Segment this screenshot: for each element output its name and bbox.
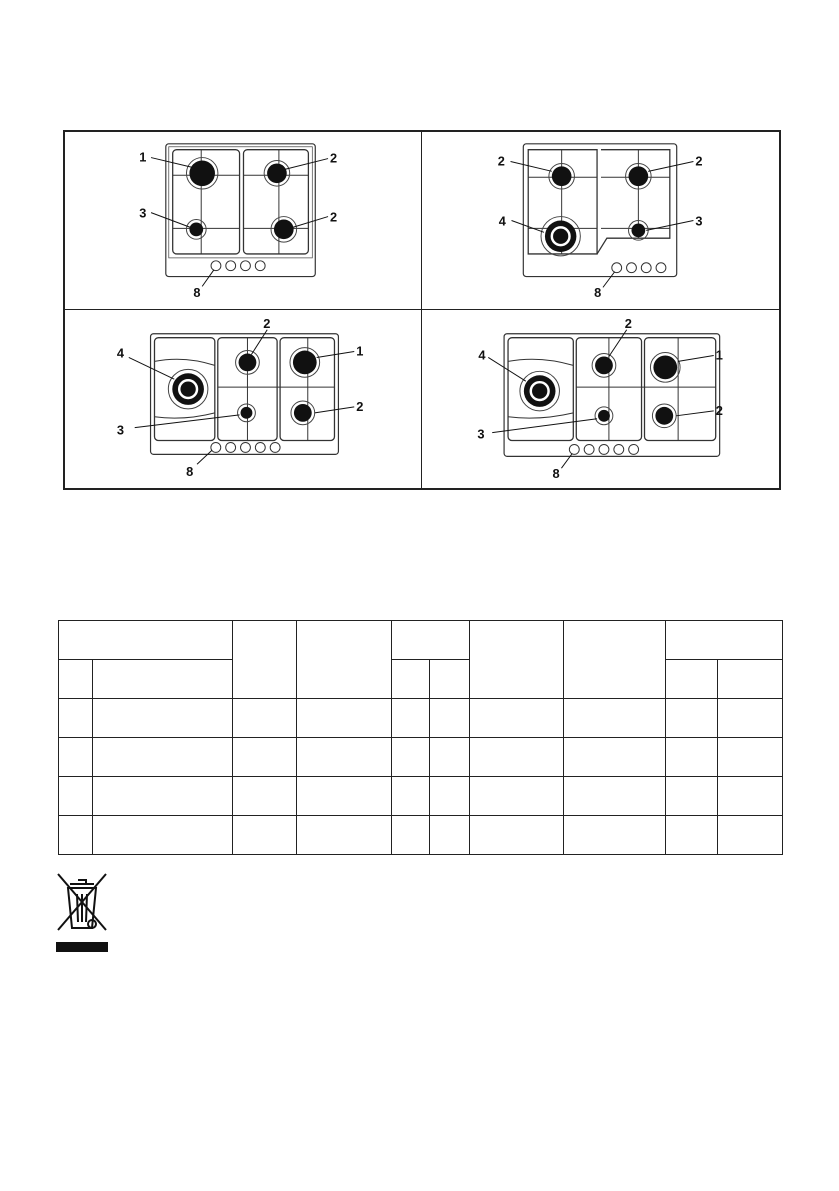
burner-2b xyxy=(274,220,294,240)
table-cell xyxy=(718,777,783,816)
table-cell xyxy=(297,816,392,855)
table-cell xyxy=(297,621,392,699)
table-cell xyxy=(59,660,93,699)
table-cell xyxy=(297,777,392,816)
callout-label: 2 xyxy=(497,153,505,169)
table-cell xyxy=(470,777,564,816)
table-cell xyxy=(93,660,233,699)
table-cell xyxy=(93,699,233,738)
hob-5-burner-b xyxy=(422,310,779,488)
table-cell xyxy=(297,699,392,738)
callout-label: 3 xyxy=(477,426,485,442)
callout-label: 1 xyxy=(715,347,723,363)
table-cell xyxy=(392,660,430,699)
callout-label: 2 xyxy=(715,402,723,418)
hob-5-burner-a xyxy=(65,310,422,488)
table-cell xyxy=(392,699,430,738)
table-cell xyxy=(392,738,430,777)
callout-label: 1 xyxy=(356,343,364,359)
table-cell xyxy=(470,816,564,855)
table-cell xyxy=(233,699,297,738)
table-subheader-row xyxy=(59,660,783,699)
table-cell xyxy=(233,777,297,816)
table-cell xyxy=(666,660,718,699)
hob-5-burner-a-drawing xyxy=(65,310,421,488)
callout-label: 4 xyxy=(116,345,125,361)
table-cell xyxy=(564,777,666,816)
table-cell xyxy=(666,621,783,660)
callout-label: 4 xyxy=(498,213,506,229)
table-cell xyxy=(666,816,718,855)
table-cell xyxy=(297,738,392,777)
callout-label: 8 xyxy=(193,285,201,301)
table-row xyxy=(59,699,783,738)
table-cell xyxy=(470,621,564,699)
table-cell xyxy=(718,738,783,777)
callout-label: 3 xyxy=(695,213,703,229)
table-cell xyxy=(59,777,93,816)
table-cell xyxy=(470,699,564,738)
callout-label: 2 xyxy=(330,150,338,166)
table-cell xyxy=(392,777,430,816)
table-header-row xyxy=(59,621,783,660)
table-cell xyxy=(564,816,666,855)
table-cell xyxy=(430,816,470,855)
table-row xyxy=(59,738,783,777)
hob-4-burner-a-drawing xyxy=(65,132,421,309)
table-row xyxy=(59,816,783,855)
hob-diagram-grid xyxy=(63,130,781,490)
table-cell xyxy=(718,816,783,855)
table-cell xyxy=(59,816,93,855)
crossed-out-wheelie-bin-icon xyxy=(56,872,108,954)
table-row xyxy=(59,777,783,816)
hob-4-burner-b xyxy=(422,132,779,310)
table-cell xyxy=(666,777,718,816)
table-cell xyxy=(564,738,666,777)
table-cell xyxy=(392,816,430,855)
callout-label: 3 xyxy=(116,422,125,438)
callout-label: 2 xyxy=(624,315,632,331)
table-cell xyxy=(233,738,297,777)
hob-4-burner-b-drawing xyxy=(422,132,779,309)
burner-3 xyxy=(189,222,203,236)
table-cell xyxy=(718,660,783,699)
burner-1 xyxy=(189,161,215,187)
table-cell xyxy=(392,621,470,660)
callout-label: 2 xyxy=(263,315,271,331)
callout-label: 2 xyxy=(330,209,338,225)
table-cell xyxy=(59,621,233,660)
table-cell xyxy=(430,660,470,699)
callout-label: 8 xyxy=(186,464,194,480)
callout-label: 2 xyxy=(356,398,364,414)
hob-5-burner-b-drawing xyxy=(422,310,779,488)
table-cell xyxy=(430,738,470,777)
callout-label: 1 xyxy=(139,149,147,165)
table-cell xyxy=(59,738,93,777)
table-cell xyxy=(564,621,666,699)
callout-label: 2 xyxy=(695,153,703,169)
table-cell xyxy=(470,738,564,777)
table-cell xyxy=(233,816,297,855)
table-cell xyxy=(233,621,297,699)
callout-label: 8 xyxy=(552,466,560,482)
table-cell xyxy=(93,816,233,855)
table-cell xyxy=(93,777,233,816)
table-cell xyxy=(718,699,783,738)
burner-2 xyxy=(267,163,287,183)
hob-4-burner-a xyxy=(65,132,422,310)
gas-specification-table xyxy=(58,620,783,855)
callout-label: 8 xyxy=(594,285,602,301)
table-cell xyxy=(430,777,470,816)
table-cell xyxy=(430,699,470,738)
table-cell xyxy=(59,699,93,738)
table-cell xyxy=(564,699,666,738)
callout-label: 3 xyxy=(139,205,147,221)
callout-label: 4 xyxy=(478,347,486,363)
table-cell xyxy=(93,738,233,777)
table-cell xyxy=(666,738,718,777)
table-cell xyxy=(666,699,718,738)
